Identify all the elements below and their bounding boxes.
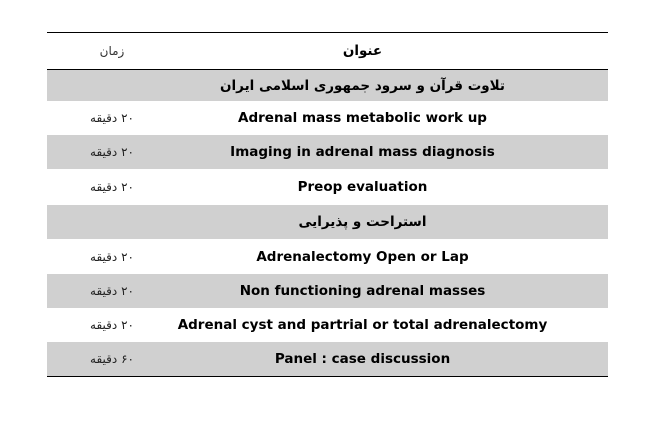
table-row — [47, 101, 608, 135]
row-time: ۲۰ دقیقه — [90, 318, 134, 332]
table-row — [47, 342, 608, 376]
row-title: استراحت و پذیرایی — [298, 214, 427, 230]
table-row — [47, 308, 608, 342]
row-time: ۲۰ دقیقه — [90, 111, 134, 125]
row-time: ۲۰ دقیقه — [90, 284, 134, 298]
row-title: Preop evaluation — [297, 179, 428, 195]
table-row — [47, 70, 608, 101]
header-title: عنوان — [342, 43, 383, 59]
table-header-row — [47, 33, 608, 70]
schedule-table — [47, 32, 608, 377]
row-title: Panel : case discussion — [274, 351, 451, 367]
table-row — [47, 135, 608, 169]
row-title: Non functioning adrenal masses — [239, 283, 486, 299]
header-time: زمان — [99, 44, 125, 58]
row-title: تلاوت قرآن و سرود جمهوری اسلامی ایران — [220, 77, 505, 94]
row-time: ۲۰ دقیقه — [90, 180, 134, 194]
row-title: Adrenal mass metabolic work up — [238, 110, 487, 126]
row-title: Imaging in adrenal mass diagnosis — [230, 144, 495, 160]
row-time: ۲۰ دقیقه — [90, 249, 134, 264]
table-row — [47, 274, 608, 308]
table-bottom-border — [47, 376, 608, 377]
table-row — [47, 169, 608, 205]
table-row — [47, 205, 608, 239]
row-time: ۲۰ دقیقه — [90, 145, 134, 159]
row-title: Adrenalectomy Open or Lap — [256, 248, 469, 265]
row-title: Adrenal cyst and partrial or total adrenalectomy — [177, 317, 548, 333]
table-row — [47, 239, 608, 274]
row-time: ۶۰ دقیقه — [90, 352, 134, 366]
